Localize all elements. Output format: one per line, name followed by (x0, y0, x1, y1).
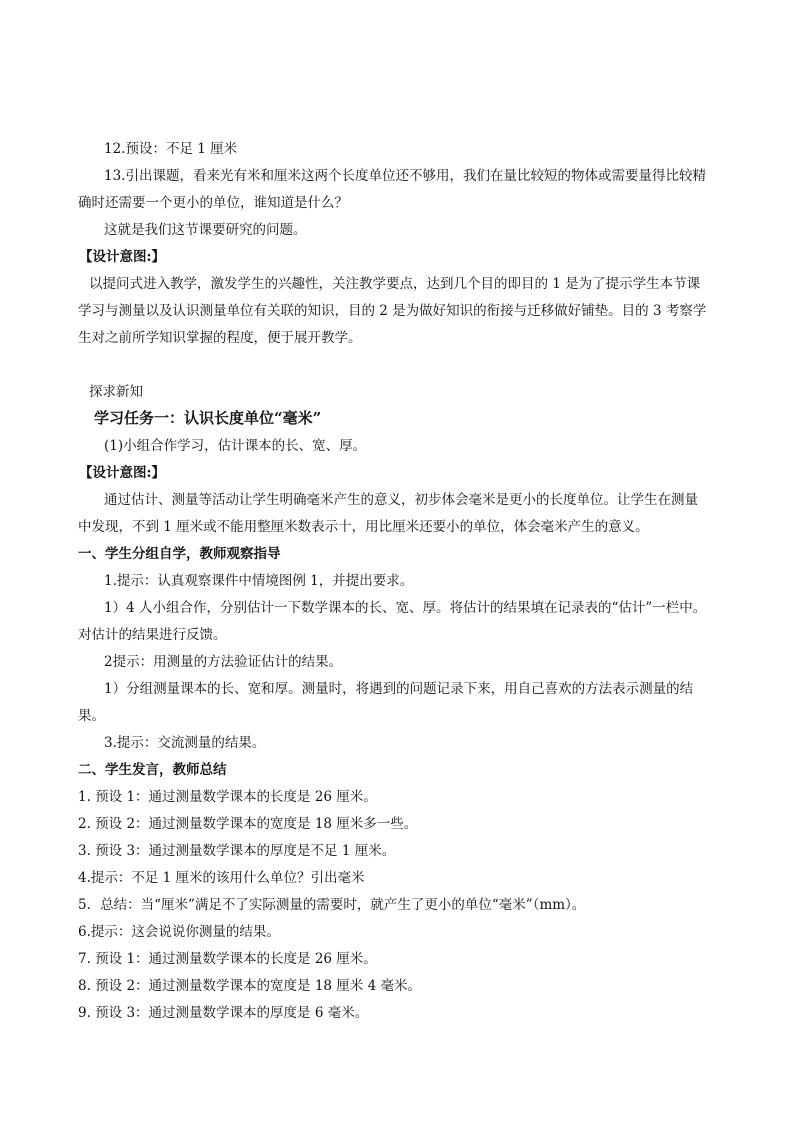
text-line: 以提问式进入教学，激发学生的兴趣性，关注教学要点，达到几个目的即目的 1 是为了提示学生本节课 (89, 276, 701, 292)
section-label: 探求新知 (89, 384, 143, 400)
text-line: 13.引出课题，看来光有米和厘米这两个长度单位还不够用，我们在量比较短的物体或需要量得比较精 (104, 168, 706, 184)
list-item: 1. 预设 1：通过测量数学课本的长度是 26 厘米。 (78, 789, 377, 805)
text-line: 1.提示：认真观察课件中情境图例 1，并提出要求。 (104, 573, 414, 589)
text-line: 生对之前所学知识掌握的程度，便于展开教学。 (78, 330, 362, 346)
design-intent-heading: 【设计意图:】 (79, 465, 165, 481)
list-item: 7. 预设 1：通过测量数学课本的长度是 26 厘米。 (78, 951, 377, 967)
section-heading: 二、学生发言，教师总结 (78, 762, 227, 778)
list-item: 5．总结：当“厘米”满足不了实际测量的需要时，就产生了更小的单位“毫米”（mm）。 (78, 897, 586, 913)
text-line: 学习与测量以及认识测量单位有关联的知识，目的 2 是为做好知识的衔接与迁移做好铺垫。目的 3 考察学 (78, 303, 707, 319)
text-line: 1）4 人小组合作，分别估计一下数学课本的长、宽、厚。将估计的结果填在记录表的“估计”一栏中。 (104, 600, 707, 616)
list-item: 6.提示：这会说说你测量的结果。 (78, 924, 280, 940)
text-line: 12.预设：不足 1 厘米 (104, 141, 238, 157)
text-line: 通过估计、测量等活动让学生明确毫米产生的意义，初步体会毫米是更小的长度单位。让学生在测量 (104, 492, 698, 508)
text-line: (1)小组合作学习，估计课本的长、宽、厚。 (104, 438, 367, 454)
design-intent-heading: 【设计意图:】 (79, 249, 165, 265)
text-line: 这就是我们这节课要研究的问题。 (104, 222, 307, 238)
text-line: 果。 (78, 708, 105, 724)
text-line: 1）分组测量课本的长、宽和厚。测量时，将遇到的问题记录下来，用自己喜欢的方法表示测量的结 (104, 681, 694, 697)
text-line: 对估计的结果进行反馈。 (78, 627, 227, 643)
list-item: 9. 预设 3：通过测量数学课本的厚度是 6 毫米。 (78, 1005, 369, 1021)
text-line: 2提示：用测量的方法验证估计的结果。 (104, 654, 343, 670)
list-item: 3. 预设 3：通过测量数学课本的厚度是不足 1 厘米。 (78, 843, 396, 859)
text-line: 确时还需要一个更小的单位，谁知道是什么？ (78, 195, 348, 211)
text-line: 中发现，不到 1 厘米或不能用整厘米数表示十，用比厘米还要小的单位，体会毫米产生的意义。 (78, 519, 649, 535)
list-item: 2. 预设 2：通过测量数学课本的宽度是 18 厘米多一些。 (78, 816, 418, 832)
text-line: 3.提示：交流测量的结果。 (104, 735, 266, 751)
section-heading: 一、学生分组自学，教师观察指导 (78, 546, 281, 562)
task-heading: 学习任务一：认识长度单位“毫米” (94, 409, 322, 427)
list-item: 4.提示：不足 1 厘米的该用什么单位？引出毫米 (78, 870, 365, 886)
list-item: 8. 预设 2：通过测量数学课本的宽度是 18 厘米 4 毫米。 (78, 978, 421, 994)
